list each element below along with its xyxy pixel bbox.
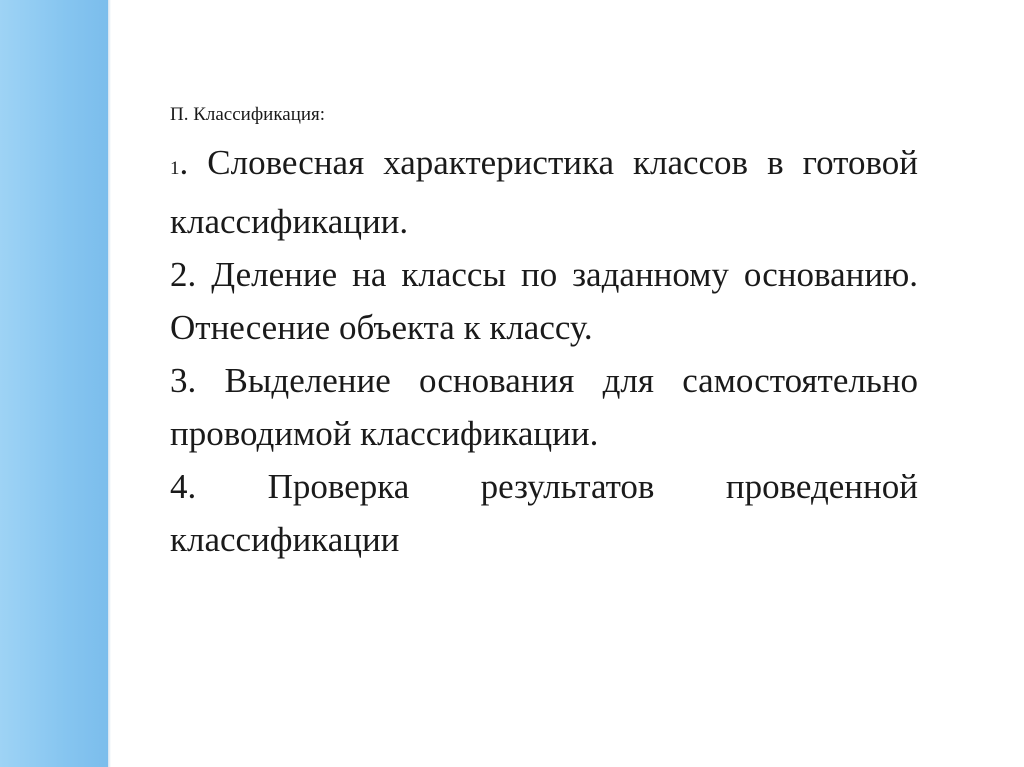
side-decoration-bar	[0, 0, 108, 767]
list-item-3-text: Выделение основания для самостоятельно проводимой классификации.	[170, 361, 919, 453]
list-item-1-text: . Словесная характеристика классов в готовой классификации.	[170, 143, 918, 241]
list-item-2-text: Деление на классы по заданному основанию. Отнесение объекта к классу.	[170, 255, 918, 347]
slide-heading: П. Классификация:	[170, 104, 326, 125]
list-item-2-number: 2.	[170, 255, 197, 294]
list-item-4	[170, 460, 918, 566]
list-item-1	[170, 136, 918, 248]
slide-content	[170, 100, 918, 566]
list-item-2	[170, 248, 918, 354]
list-item-4-text: Проверка результатов проведенной классификации	[170, 467, 918, 559]
list-item-4-number: 4.	[170, 467, 197, 506]
list-item-3	[170, 354, 918, 460]
list-item-1-number: 1	[170, 158, 180, 179]
list-item-3-number: 3.	[170, 361, 197, 400]
